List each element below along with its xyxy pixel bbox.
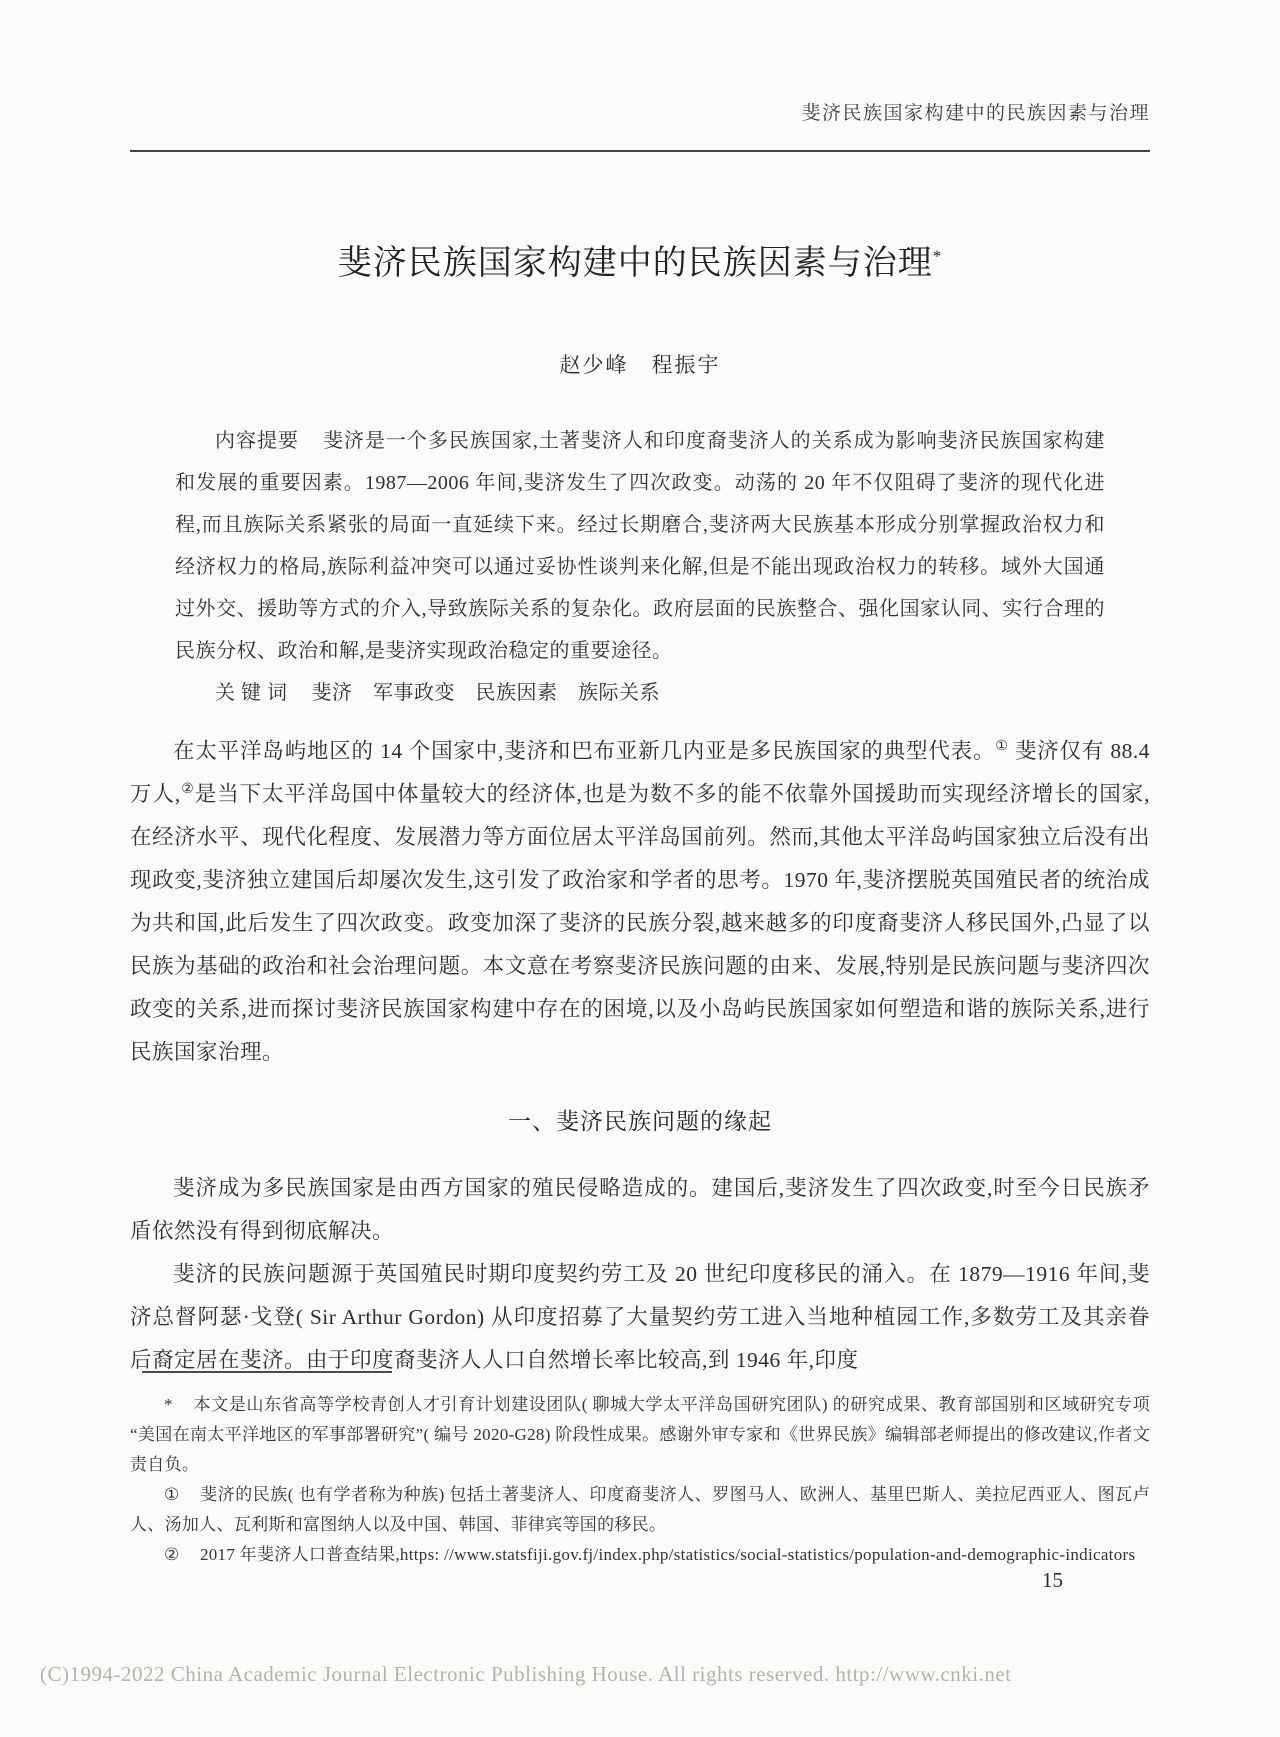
intro-paragraph: 在太平洋岛屿地区的 14 个国家中,斐济和巴布亚新几内亚是多民族国家的典型代表。① 斐济仅有 88.4 万人,②是当下太平洋岛国中体量较大的经济体,也是为数不多的能不依靠外国援助而实现经济增长的国家,在经济水平、现代化程度、发展潜力等方面位居太平洋岛国前列。然而,其他太平洋岛屿国家独立后没有出现政变,斐济独立建国后却屡次发生,这引发了政治家和学者的思考。1970 年,斐济摆脱英国殖民者的统治成为共和国,此后发生了四次政变。政变加深了斐济的民族分裂,越来越多的印度裔斐济人移民国外,凸显了以民族为基础的政治和社会治理问题。本文意在考察斐济民族问题的由来、发展,特别是民族问题与斐济四次政变的关系,进而探讨斐济民族国家构建中存在的困境,以及小岛屿民族国家如何塑造和谐的族际关系,进行民族国家治理。 (130, 738, 1150, 1064)
footnotes (130, 1390, 1150, 1570)
abstract-paragraph (175, 420, 1105, 672)
body-text (130, 730, 1150, 1382)
keywords-line (175, 672, 1105, 714)
page-title (130, 243, 1150, 286)
footnote-text: 本文是山东省高等学校青创人才引育计划建设团队( 聊城大学太平洋岛国研究团队) 的研究成果、教育部国别和区域研究专项“美国在南太平洋地区的军事部署研究”( 编号 2020-G28) 阶段性成果。感谢外审专家和《世界民族》编辑部老师提出的修改建议,作者文责自负。 (130, 1395, 1150, 1474)
article-title-text: 斐济民族国家构建中的民族因素与治理 (337, 245, 933, 282)
header-rule (130, 150, 1150, 152)
footnote-2 (130, 1540, 1150, 1570)
footnote-marker: ① (164, 1485, 180, 1504)
abstract-label: 内容提要 (215, 429, 299, 452)
page-number: 15 (1042, 1568, 1063, 1592)
abstract-block (175, 420, 1105, 714)
footnote-marker: * (164, 1395, 173, 1414)
running-header: 斐济民族国家构建中的民族因素与治理 (801, 103, 1150, 124)
footnote-area (130, 1371, 1150, 1570)
copyright-footer: (C)1994-2022 China Academic Journal Electronic Publishing House. All rights reserved. http://www.cnki.net (40, 1662, 1012, 1686)
title-footnote-marker: * (932, 246, 943, 266)
article-content (130, 243, 1150, 1382)
footnote-1 (130, 1480, 1150, 1540)
keywords-text: 斐济 军事政变 民族因素 族际关系 (311, 681, 660, 704)
footnote-text: 斐济的民族( 也有学者称为种族) 包括土著斐济人、印度裔斐济人、罗图马人、欧洲人、基里巴斯人、美拉尼西亚人、图瓦卢人、汤加人、瓦利斯和富图纳人以及中国、韩国、菲律宾等国的移民。 (130, 1485, 1150, 1534)
paragraph: 斐济的民族问题源于英国殖民时期印度契约劳工及 20 世纪印度移民的涌入。在 1879—1916 年间,斐济总督阿瑟·戈登( Sir Arthur Gordon) 从印度招募了大量契约劳工进入当地种植园工作,多数劳工及其亲眷后裔定居在斐济。由于印度裔斐济人人口自然增长率比较高,到 1946 年,印度 (130, 1261, 1150, 1372)
keywords-label: 关 键 词 (215, 681, 288, 704)
footnote-star (130, 1390, 1150, 1480)
footnote-divider (142, 1371, 392, 1373)
footnote-text: 2017 年斐济人口普查结果,https: //www.statsfiji.gov.fj/index.php/statistics/social-statistics/population-and-demographic-indicators (199, 1545, 1136, 1564)
authors-line: 赵少峰 程振宇 (559, 352, 721, 377)
footnote-marker: ② (164, 1545, 180, 1564)
paragraph: 斐济成为多民族国家是由西方国家的殖民侵略造成的。建国后,斐济发生了四次政变,时至今日民族矛盾依然没有得到彻底解决。 (130, 1175, 1150, 1243)
abstract-text: 斐济是一个多民族国家,土著斐济人和印度裔斐济人的关系成为影响斐济民族国家构建和发展的重要因素。1987—2006 年间,斐济发生了四次政变。动荡的 20 年不仅阻碍了斐济的现代化进程,而且族际关系紧张的局面一直延续下来。经过长期磨合,斐济两大民族基本形成分别掌握政治权力和经济权力的格局,族际利益冲突可以通过妥协性谈判来化解,但是不能出现政治权力的转移。域外大国通过外交、援助等方式的介入,导致族际关系的复杂化。政府层面的民族整合、强化国家认同、实行合理的民族分权、政治和解,是斐济实现政治稳定的重要途径。 (175, 429, 1106, 662)
section-1-heading: 一、斐济民族问题的缘起 (508, 1108, 772, 1134)
